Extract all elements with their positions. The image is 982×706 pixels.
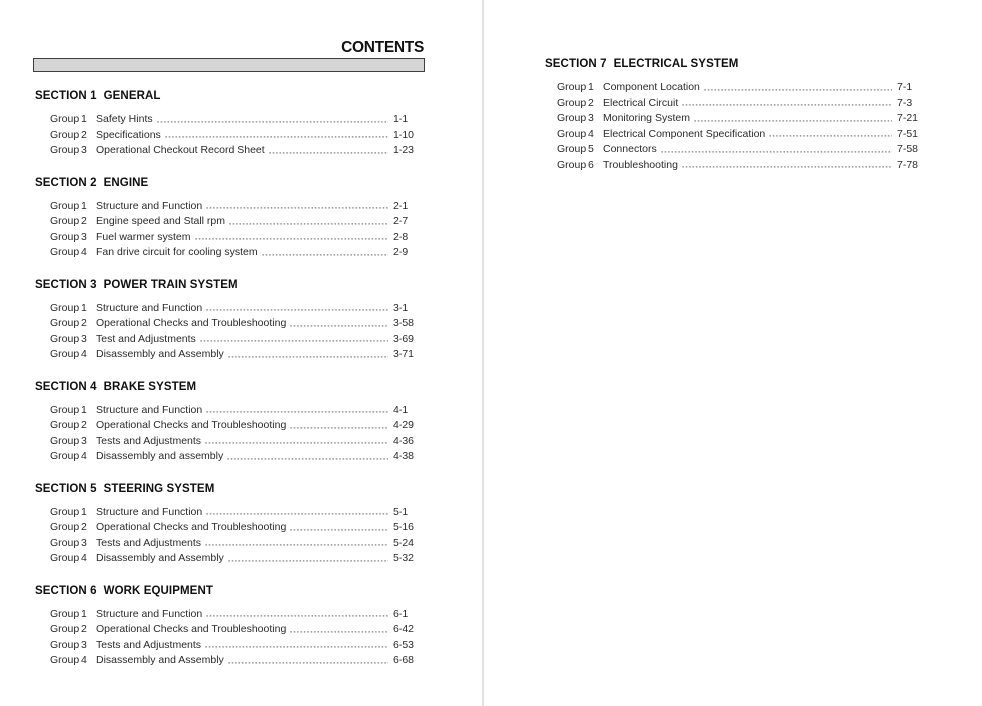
toc-entry <box>50 536 425 552</box>
toc-left-column <box>33 40 425 669</box>
entry-page-number: 3-58 <box>393 317 415 329</box>
dot-leader <box>769 127 892 143</box>
section-6-work-equipment <box>33 584 425 669</box>
section-entries <box>33 301 425 363</box>
dot-leader <box>269 143 388 159</box>
group-number: 3 <box>81 144 87 156</box>
group-label: Group <box>50 552 80 564</box>
section-label: SECTION 1 <box>35 90 97 102</box>
dot-leader <box>165 128 388 144</box>
toc-entry <box>50 520 425 536</box>
section-name: ELECTRICAL SYSTEM <box>613 58 739 70</box>
toc-entry <box>50 112 425 128</box>
group-label: Group <box>557 96 587 109</box>
group-label: Group <box>50 450 80 462</box>
group-label: Group <box>50 215 80 227</box>
group-label: Group <box>50 607 80 620</box>
group-number: 5 <box>588 143 594 155</box>
dot-leader <box>694 111 892 127</box>
toc-entry <box>50 505 425 521</box>
group-number: 4 <box>81 654 87 666</box>
group-label: Group <box>50 521 80 533</box>
group-number: 2 <box>81 623 87 635</box>
entry-page-number: 7-3 <box>897 96 913 109</box>
section-entries <box>33 403 425 465</box>
group-label: Group <box>50 317 80 329</box>
group-label: Group <box>50 505 80 518</box>
entry-title: Component Location <box>603 81 700 93</box>
group-number: 2 <box>81 215 87 227</box>
dot-leader <box>157 112 388 128</box>
toc-entry <box>50 418 425 434</box>
toc-entry <box>50 230 425 246</box>
dot-leader <box>661 142 892 158</box>
entry-page-number: 5-1 <box>393 505 409 518</box>
group-number: 2 <box>81 317 87 329</box>
entry-page-number: 5-32 <box>393 552 415 564</box>
toc-entry <box>50 449 425 465</box>
group-number: 2 <box>588 96 594 109</box>
entry-page-number: 7-21 <box>897 112 919 124</box>
group-number: 2 <box>81 128 87 141</box>
entry-title: Tests and Adjustments <box>96 536 202 549</box>
entry-title: Disassembly and Assembly <box>96 552 224 564</box>
section-heading <box>35 584 425 598</box>
dot-leader <box>205 434 388 450</box>
toc-entry <box>50 245 425 261</box>
entry-title: Test and Adjustments <box>96 332 196 345</box>
section-1-general <box>33 89 425 159</box>
dot-leader <box>200 332 388 348</box>
group-label: Group <box>50 332 80 345</box>
section-label: SECTION 5 <box>35 482 97 495</box>
title-underline-bar <box>33 58 425 72</box>
entry-page-number: 3-1 <box>393 301 409 314</box>
entry-title: Tests and Adjustments <box>96 638 202 651</box>
section-heading <box>35 176 425 190</box>
entry-title: Specifications <box>96 128 161 141</box>
section-heading <box>35 380 425 394</box>
section-name: ENGINE <box>103 176 149 189</box>
group-label: Group <box>50 348 80 360</box>
toc-entry <box>50 403 425 419</box>
group-label: Group <box>50 654 80 666</box>
group-number: 4 <box>588 127 594 140</box>
group-label: Group <box>557 81 587 93</box>
entry-title: Troubleshooting <box>603 158 678 171</box>
entry-page-number: 7-58 <box>897 143 919 155</box>
dot-leader <box>206 301 388 317</box>
dot-leader <box>228 551 388 567</box>
section-7-electrical-system <box>545 57 923 173</box>
section-heading <box>35 89 425 103</box>
entry-page-number: 2-8 <box>393 230 409 243</box>
entry-page-number: 1-10 <box>393 128 415 141</box>
entry-page-number: 6-42 <box>393 623 415 635</box>
entry-page-number: 2-7 <box>393 215 409 227</box>
dot-leader <box>682 96 892 112</box>
entry-title: Operational Checkout Record Sheet <box>96 144 265 156</box>
section-heading <box>35 482 425 496</box>
entry-page-number: 3-69 <box>393 332 415 345</box>
group-label: Group <box>50 638 80 651</box>
entry-page-number: 7-51 <box>897 127 919 140</box>
page-title: CONTENTS <box>341 39 424 56</box>
group-label: Group <box>557 158 587 171</box>
group-label: Group <box>50 246 80 258</box>
dot-leader <box>205 536 388 552</box>
dot-leader <box>290 316 388 332</box>
group-label: Group <box>557 112 587 124</box>
entry-title: Structure and Function <box>96 301 203 314</box>
entry-title: Operational Checks and Troubleshooting <box>96 521 287 533</box>
dot-leader <box>206 403 388 419</box>
group-number: 3 <box>588 112 594 124</box>
toc-entry <box>557 158 923 174</box>
toc-entry <box>557 80 923 96</box>
toc-entry <box>50 214 425 230</box>
dot-leader <box>228 653 388 669</box>
toc-entry <box>50 434 425 450</box>
group-number: 1 <box>81 403 87 416</box>
group-label: Group <box>50 230 80 243</box>
entry-title: Fan drive circuit for cooling system <box>96 246 258 258</box>
section-entries <box>33 112 425 159</box>
page-divider <box>482 0 484 706</box>
entry-title: Structure and Function <box>96 199 203 212</box>
entry-page-number: 5-24 <box>393 536 415 549</box>
entry-title: Disassembly and Assembly <box>96 348 224 360</box>
dot-leader <box>704 80 892 96</box>
section-name: BRAKE SYSTEM <box>103 380 197 393</box>
entry-page-number: 3-71 <box>393 348 415 360</box>
entry-title: Structure and Function <box>96 403 203 416</box>
entry-page-number: 1-23 <box>393 144 415 156</box>
group-label: Group <box>50 301 80 314</box>
entry-title: Fuel warmer system <box>96 230 191 243</box>
group-label: Group <box>50 419 80 431</box>
dot-leader <box>206 505 388 521</box>
dot-leader <box>682 158 892 174</box>
entry-page-number: 2-9 <box>393 246 409 258</box>
toc-entry <box>50 332 425 348</box>
entry-page-number: 4-36 <box>393 434 415 447</box>
section-entries <box>545 80 923 173</box>
section-4-brake-system <box>33 380 425 465</box>
entry-page-number: 6-53 <box>393 638 415 651</box>
entry-title: Electrical Circuit <box>603 96 679 109</box>
entry-page-number: 4-29 <box>393 419 415 431</box>
toc-entry <box>50 347 425 363</box>
dot-leader <box>290 520 388 536</box>
group-number: 3 <box>81 230 87 243</box>
group-number: 1 <box>81 301 87 314</box>
entry-title: Safety Hints <box>96 113 153 125</box>
group-number: 3 <box>81 332 87 345</box>
section-entries <box>33 505 425 567</box>
toc-entry <box>50 551 425 567</box>
group-number: 1 <box>588 81 594 93</box>
entry-title: Engine speed and Stall rpm <box>96 215 225 227</box>
entry-page-number: 7-1 <box>897 81 913 93</box>
section-heading <box>35 278 425 292</box>
dot-leader <box>205 638 388 654</box>
section-name: GENERAL <box>103 90 161 102</box>
entry-title: Disassembly and Assembly <box>96 654 224 666</box>
entry-title: Operational Checks and Troubleshooting <box>96 419 287 431</box>
toc-entry <box>557 96 923 112</box>
group-label: Group <box>50 623 80 635</box>
dot-leader <box>206 607 388 623</box>
toc-entry <box>50 301 425 317</box>
group-number: 1 <box>81 113 87 125</box>
entry-title: Electrical Component Specification <box>603 127 766 140</box>
entry-page-number: 6-1 <box>393 607 409 620</box>
entry-title: Disassembly and assembly <box>96 450 224 462</box>
entry-title: Connectors <box>603 143 657 155</box>
group-number: 6 <box>588 158 594 171</box>
section-5-steering-system <box>33 482 425 567</box>
group-label: Group <box>50 128 80 141</box>
section-label: SECTION 3 <box>35 278 97 291</box>
entry-title: Tests and Adjustments <box>96 434 202 447</box>
entry-title: Operational Checks and Troubleshooting <box>96 317 287 329</box>
dot-leader <box>290 418 388 434</box>
dot-leader <box>206 199 388 215</box>
toc-entry <box>50 143 425 159</box>
dot-leader <box>227 449 388 465</box>
group-label: Group <box>50 536 80 549</box>
section-entries <box>33 607 425 669</box>
section-name: WORK EQUIPMENT <box>103 584 213 597</box>
group-number: 3 <box>81 638 87 651</box>
section-label: SECTION 4 <box>35 380 97 393</box>
entry-title: Structure and Function <box>96 505 203 518</box>
entry-page-number: 4-1 <box>393 403 409 416</box>
group-label: Group <box>557 127 587 140</box>
section-name: STEERING SYSTEM <box>103 482 215 495</box>
group-label: Group <box>557 143 587 155</box>
group-label: Group <box>50 199 80 212</box>
toc-entry <box>50 638 425 654</box>
entry-title: Structure and Function <box>96 607 203 620</box>
section-entries <box>33 199 425 261</box>
group-label: Group <box>50 403 80 416</box>
group-label: Group <box>50 434 80 447</box>
toc-entry <box>50 607 425 623</box>
toc-right-column <box>545 57 923 173</box>
group-label: Group <box>50 144 80 156</box>
entry-title: Monitoring System <box>603 112 690 124</box>
group-number: 1 <box>81 505 87 518</box>
section-label: SECTION 2 <box>35 176 97 189</box>
toc-entry <box>50 316 425 332</box>
group-number: 1 <box>81 607 87 620</box>
group-number: 2 <box>81 419 87 431</box>
dot-leader <box>229 214 388 230</box>
entry-page-number: 5-16 <box>393 521 415 533</box>
group-number: 4 <box>81 552 87 564</box>
group-number: 4 <box>81 450 87 462</box>
entry-page-number: 2-1 <box>393 199 409 212</box>
dot-leader <box>290 622 388 638</box>
group-number: 4 <box>81 246 87 258</box>
dot-leader <box>195 230 388 246</box>
section-2-engine <box>33 176 425 261</box>
group-label: Group <box>50 113 80 125</box>
group-number: 3 <box>81 536 87 549</box>
group-number: 1 <box>81 199 87 212</box>
group-number: 2 <box>81 521 87 533</box>
toc-entry <box>50 128 425 144</box>
entry-page-number: 6-68 <box>393 654 415 666</box>
toc-entry <box>50 199 425 215</box>
section-label: SECTION 6 <box>35 584 97 597</box>
dot-leader <box>262 245 388 261</box>
section-name: POWER TRAIN SYSTEM <box>103 278 238 291</box>
toc-entry <box>557 127 923 143</box>
entry-page-number: 7-78 <box>897 158 919 171</box>
entry-page-number: 1-1 <box>393 113 409 125</box>
section-label: SECTION 7 <box>545 58 607 70</box>
toc-entry <box>50 653 425 669</box>
dot-leader <box>228 347 388 363</box>
entry-title: Operational Checks and Troubleshooting <box>96 623 287 635</box>
entry-page-number: 4-38 <box>393 450 415 462</box>
section-heading <box>545 57 923 71</box>
toc-entry <box>557 111 923 127</box>
toc-entry <box>50 622 425 638</box>
group-number: 4 <box>81 348 87 360</box>
section-3-power-train-system <box>33 278 425 363</box>
group-number: 3 <box>81 434 87 447</box>
toc-entry <box>557 142 923 158</box>
